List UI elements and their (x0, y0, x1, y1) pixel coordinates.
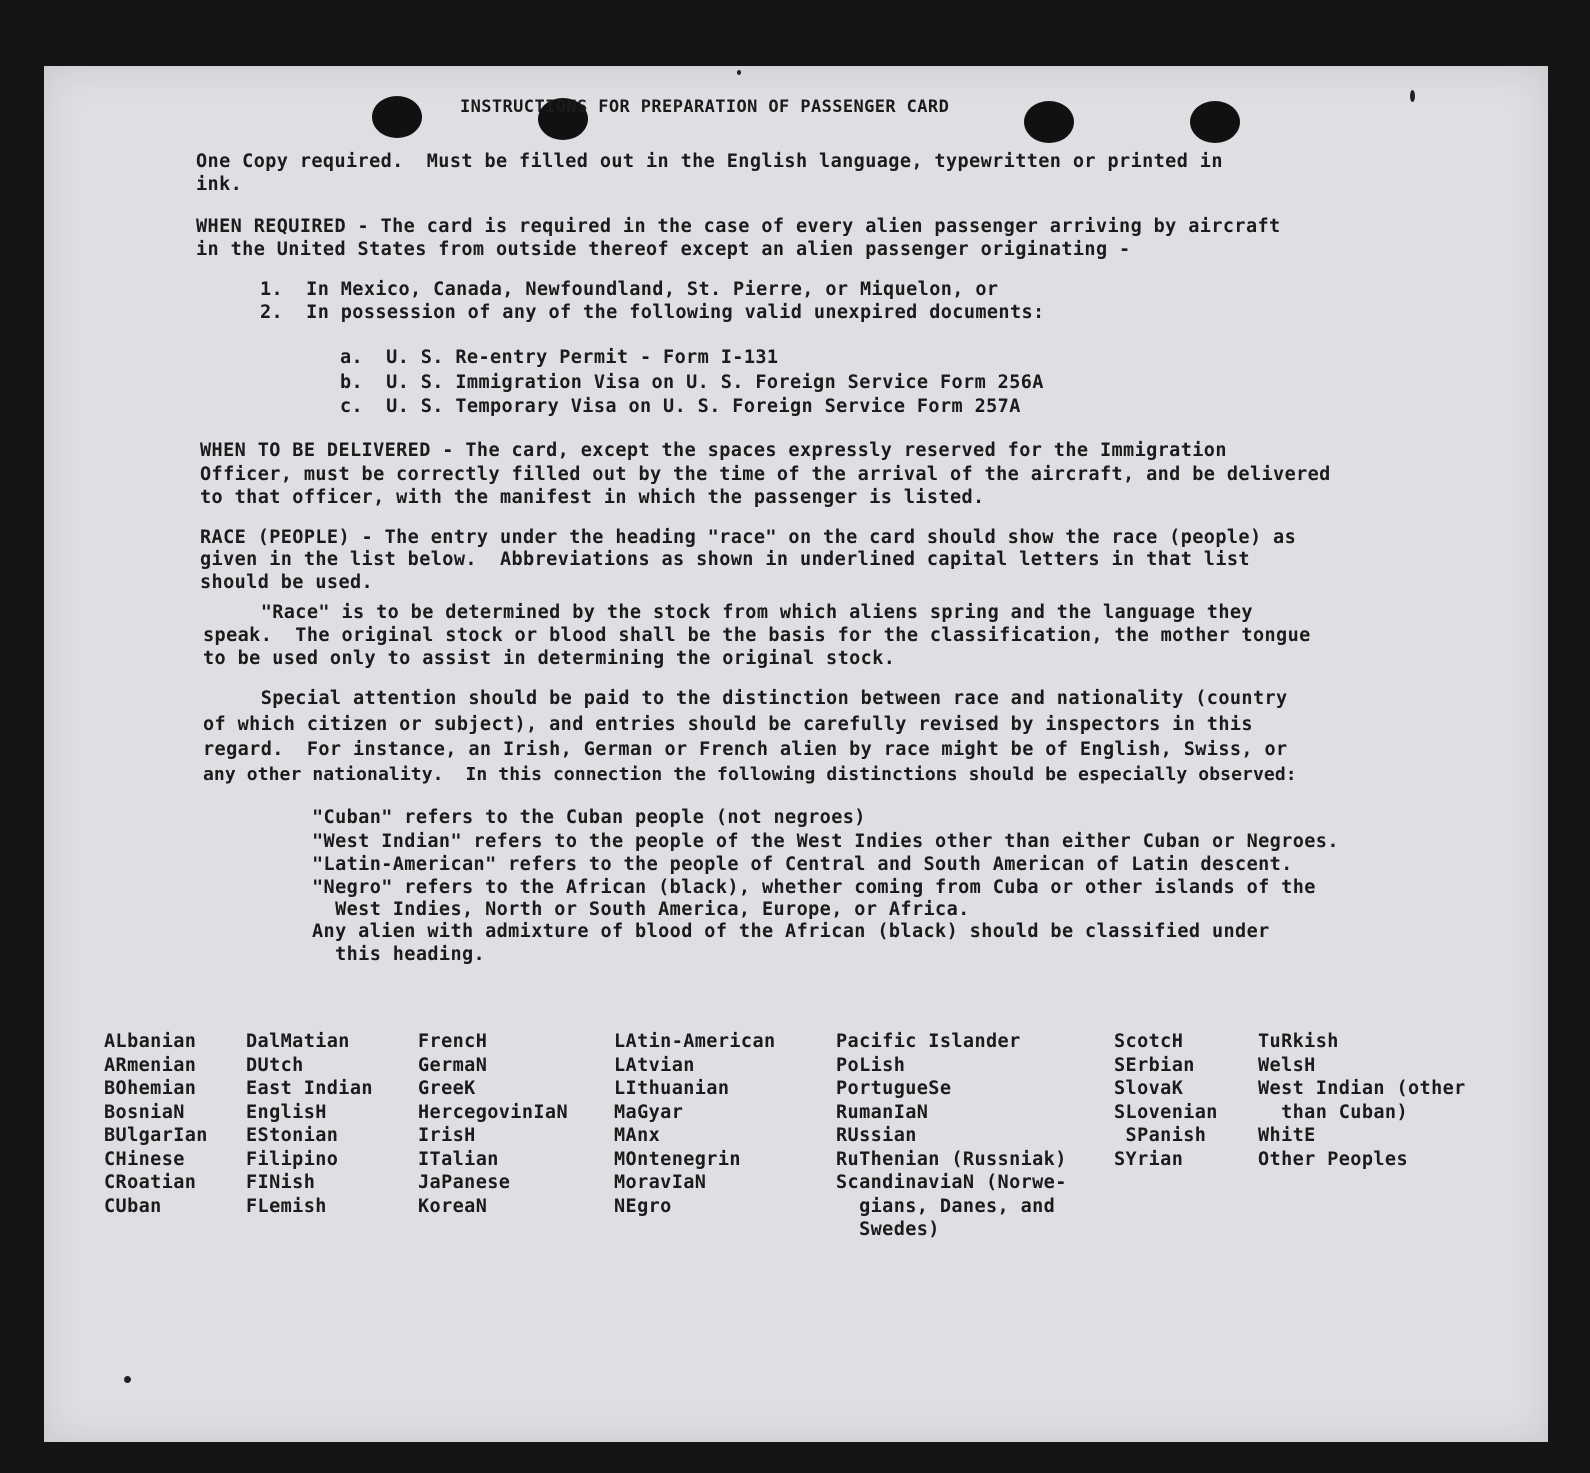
race-entry: EStonian (246, 1125, 339, 1146)
race-entry: SlovaK (1114, 1078, 1184, 1099)
race-entry: MaGyar (614, 1101, 684, 1123)
race-entry: RUssian (836, 1125, 917, 1146)
special-attention-line: of which citizen or subject), and entries should be carefully revised by inspectors in this (203, 714, 1253, 735)
sub-item: c. U. S. Temporary Visa on U. S. Foreign Service Form 257A (340, 396, 1021, 417)
distinction-line: "Cuban" refers to the Cuban people (not negroes) (312, 807, 866, 828)
race-entry: BOhemian (104, 1078, 197, 1099)
race-entry: than Cuban) (1258, 1101, 1408, 1123)
race-entry: Other Peoples (1258, 1148, 1408, 1170)
race-list-column (614, 1030, 776, 1218)
distinction-line: West Indies, North or South America, Europe, or Africa. (312, 899, 970, 920)
race-entry: FINish (246, 1172, 316, 1193)
page-title: INSTRUCTIONS FOR PREPARATION OF PASSENGER CARD (460, 97, 950, 117)
race-entry: ALbanian (104, 1031, 197, 1052)
special-attention-line: regard. For instance, an Irish, German or French alien by race might be of English, Swiss, or (203, 739, 1288, 760)
distinction-line: this heading. (312, 944, 486, 965)
race-entry: KoreaN (418, 1195, 488, 1217)
race-entry: SLovenian (1114, 1101, 1218, 1123)
race-entry: BUlgarIan (104, 1125, 208, 1146)
numbered-item: 1. In Mexico, Canada, Newfoundland, St. Pierre, or Miquelon, or (260, 279, 999, 300)
race-entry: East Indian (246, 1078, 373, 1099)
race-list-column (246, 1030, 373, 1218)
race-list-column (1258, 1030, 1466, 1171)
distinction-line: "West Indian" refers to the people of the West Indies other than either Cuban or Negroes. (312, 831, 1339, 852)
race-entry: SYrian (1114, 1148, 1184, 1170)
intro-line: One Copy required. Must be filled out in the English language, typewritten or printed in (196, 151, 1223, 172)
race-entry: MAnx (614, 1125, 661, 1146)
race-line: given in the list below. Abbreviations as shown in underlined capital letters in that list (200, 549, 1250, 570)
race-entry: CUban (104, 1195, 162, 1217)
race-list-column (1114, 1030, 1218, 1171)
race-entry: RumanIaN (836, 1101, 929, 1123)
race-entry: HercegovinIaN (418, 1101, 568, 1123)
race-entry: FrencH (418, 1031, 488, 1052)
race-entry: RuThenian (Russniak) (836, 1148, 1067, 1170)
race-definition-line: "Race" is to be determined by the stock from which aliens spring and the language they (203, 602, 1253, 623)
numbered-item: 2. In possession of any of the following valid unexpired documents: (260, 302, 1045, 323)
when-delivered-line: to that officer, with the manifest in which the passenger is listed. (200, 487, 985, 508)
race-entry: MOntenegrin (614, 1148, 741, 1170)
ink-speck (124, 1376, 131, 1383)
race-entry: LAtvian (614, 1054, 695, 1076)
distinction-line: "Latin-American" refers to the people of Central and South American of Latin descent. (312, 854, 1293, 875)
race-entry: CRoatian (104, 1172, 197, 1193)
race-entry: TuRkish (1258, 1031, 1339, 1052)
race-entry: DalMatian (246, 1031, 350, 1052)
race-entry: Pacific Islander (836, 1031, 1021, 1052)
race-entry: BosniaN (104, 1101, 185, 1123)
when-delivered-line: WHEN TO BE DELIVERED - The card, except the spaces expressly reserved for the Immigration (200, 440, 1227, 461)
race-entry: ScandinaviaN (Norwe- (836, 1172, 1067, 1193)
special-attention-line: Special attention should be paid to the distinction between race and nationality (country (203, 688, 1288, 709)
intro-line: ink. (196, 174, 243, 195)
when-delivered-line: Officer, must be correctly filled out by the time of the arrival of the aircraft, and be delivered (200, 464, 1331, 485)
race-entry: gians, Danes, and (836, 1195, 1056, 1217)
race-entry: ITalian (418, 1148, 499, 1170)
race-entry: SPanish (1114, 1125, 1207, 1146)
race-entry: Filipino (246, 1148, 339, 1170)
sub-item: b. U. S. Immigration Visa on U. S. Foreign Service Form 256A (340, 372, 1044, 393)
race-entry: LIthuanian (614, 1078, 730, 1099)
race-entry: West Indian (other (1258, 1078, 1466, 1099)
race-definition-line: to be used only to assist in determining the original stock. (203, 648, 896, 669)
race-entry: DUtch (246, 1054, 304, 1076)
when-required-line: WHEN REQUIRED - The card is required in the case of every alien passenger arriving by aircraft (196, 216, 1281, 237)
punch-hole (1024, 101, 1074, 143)
distinction-line: "Negro" refers to the African (black), whether coming from Cuba or other islands of the (312, 877, 1316, 898)
race-entry: GreeK (418, 1078, 476, 1099)
distinction-line: Any alien with admixture of blood of the African (black) should be classified under (312, 921, 1270, 942)
special-attention-line: any other nationality. In this connection the following distinctions should be especially observed: (203, 764, 1297, 785)
race-line: RACE (PEOPLE) - The entry under the heading "race" on the card should show the race (people) as (200, 527, 1297, 548)
punch-hole (1190, 101, 1240, 143)
when-required-line: in the United States from outside thereof except an alien passenger originating - (196, 239, 1131, 260)
race-list-column (836, 1030, 1067, 1242)
race-entry: EnglisH (246, 1101, 327, 1123)
race-entry: LAtin-American (614, 1031, 776, 1052)
race-entry: MoravIaN (614, 1172, 707, 1193)
race-entry: GermaN (418, 1054, 488, 1076)
race-entry: PortugueSe (836, 1078, 952, 1099)
race-line: should be used. (200, 572, 374, 593)
race-entry: NEgro (614, 1195, 672, 1217)
race-list-column (104, 1030, 208, 1218)
race-entry: PoLish (836, 1054, 906, 1076)
race-entry: ScotcH (1114, 1031, 1184, 1052)
race-entry: IrisH (418, 1125, 476, 1146)
punch-hole (372, 96, 422, 138)
ink-speck (737, 70, 741, 75)
race-entry: SErbian (1114, 1054, 1195, 1076)
race-entry: WelsH (1258, 1054, 1316, 1076)
ink-speck (1410, 90, 1415, 102)
race-list-column (418, 1030, 568, 1218)
race-entry: JaPanese (418, 1172, 511, 1193)
race-entry: ARmenian (104, 1054, 197, 1076)
race-entry: CHinese (104, 1148, 185, 1170)
race-definition-line: speak. The original stock or blood shall be the basis for the classification, the mother tongue (203, 625, 1311, 646)
sub-item: a. U. S. Re-entry Permit - Form I-131 (340, 347, 779, 368)
race-entry: WhitE (1258, 1125, 1316, 1146)
race-entry: FLemish (246, 1195, 327, 1217)
race-entry: Swedes) (836, 1219, 940, 1240)
